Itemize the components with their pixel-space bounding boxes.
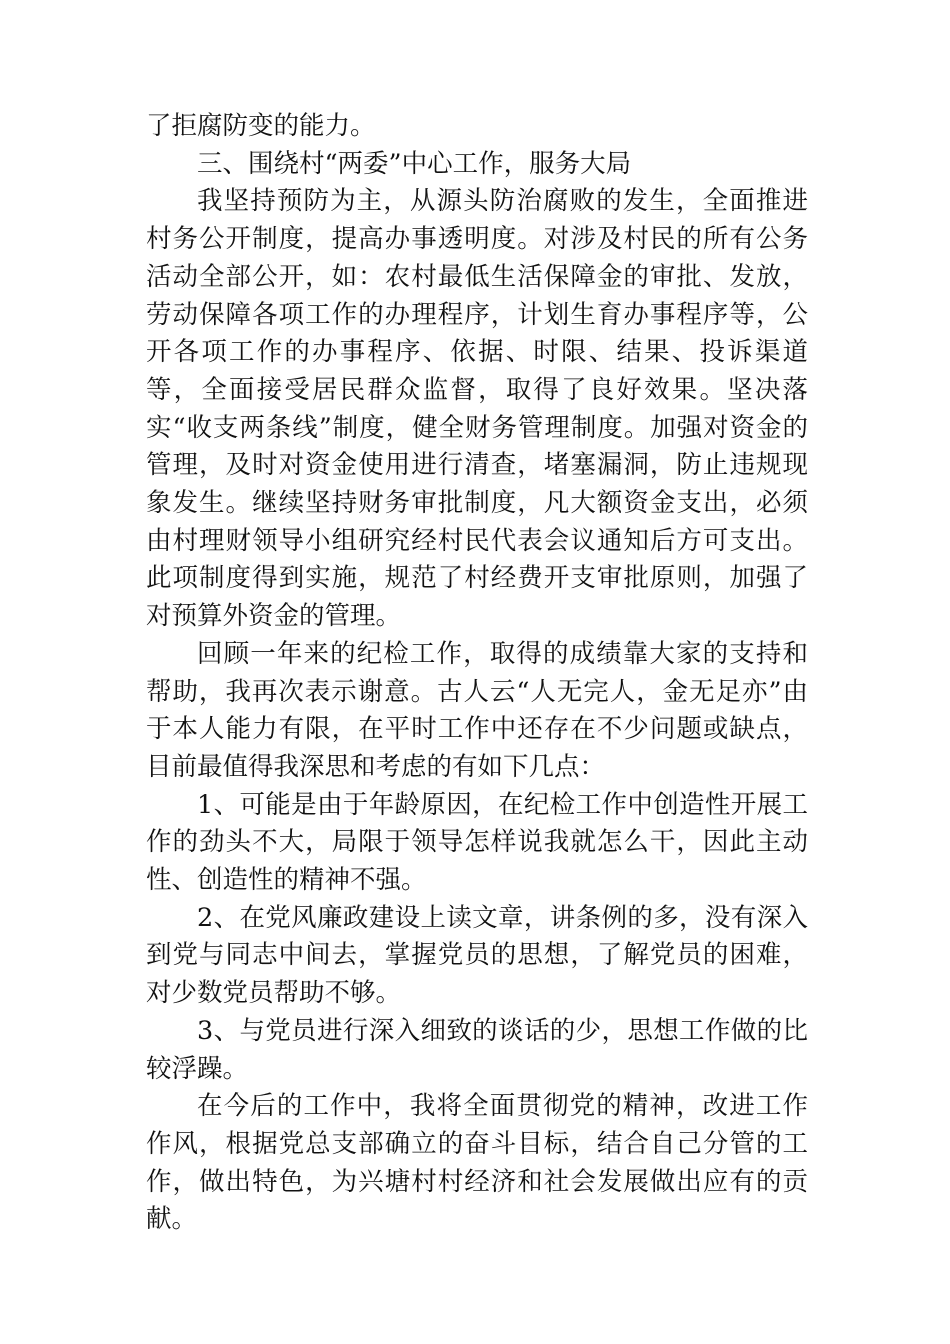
- section-heading-3: 三、围绕村“两委”中心工作，服务大局: [197, 148, 632, 179]
- paragraph-village-affairs: 我坚持预防为主，从源头防治腐败的发生，全面推进村务公开制度，提高办事透明度。对涉及村民的所有公务活动全部公开，如：农村最低生活保障金的审批、发放，劳动保障各项工作的办理程序，计划生育办事程序等，公开各项工作的办事程序、依据、时限、结果、投诉渠道等，全面接受居民群众监督，取得了良好效果。坚决落实“收支两条线”制度，健全财务管理制度。加强对资金的管理，及时对资金使用进行清查，堵塞漏洞，防止违规现象发生。继续坚持财务审批制度，凡大额资金支出，必须由村理财领导小组研究经村民代表会议通知后方可支出。此项制度得到实施，规范了村经费开支审批原则，加强了对预算外资金的管理。: [146, 186, 808, 632]
- shortcoming-item-3: 3、与党员进行深入细致的谈话的少，思想工作做的比较浮躁。: [146, 1015, 808, 1084]
- paragraph-continuation: 了拒腐防变的能力。: [146, 111, 376, 141]
- paragraph-conclusion: 在今后的工作中，我将全面贯彻党的精神，改进工作作风，根据党总支部确立的奋斗目标，结合自己分管的工作，做出特色，为兴塘村村经济和社会发展做出应有的贡献。: [146, 1091, 808, 1235]
- paragraph-review: 回顾一年来的纪检工作，取得的成绩靠大家的支持和帮助，我再次表示谢意。古人云“人无完人，金无足亦”由于本人能力有限，在平时工作中还存在不少问题或缺点，目前最值得我深思和考虑的有如下几点：: [146, 638, 808, 782]
- shortcoming-item-2: 2、在党风廉政建设上读文章，讲条例的多，没有深入到党与同志中间去，掌握党员的思想，了解党员的困难，对少数党员帮助不够。: [146, 902, 808, 1009]
- shortcoming-item-1: 1、可能是由于年龄原因，在纪检工作中创造性开展工作的劲头不大，局限于领导怎样说我就怎么干，因此主动性、创造性的精神不强。: [146, 789, 808, 896]
- document-body: [146, 108, 808, 1239]
